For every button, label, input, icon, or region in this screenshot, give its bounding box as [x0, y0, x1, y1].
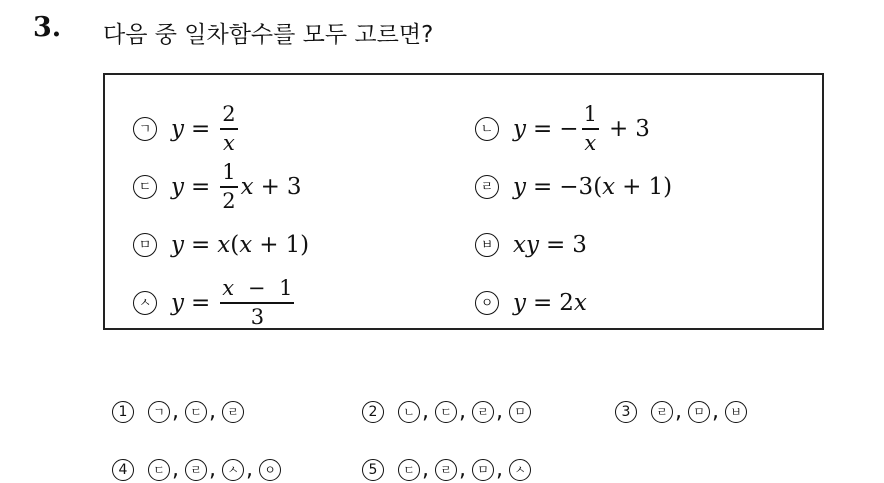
answer-choice-4[interactable]: 4 ㄷ , ㄹ , ㅅ , ㅇ: [112, 457, 281, 482]
answer-choice-2[interactable]: 2 ㄴ , ㄷ , ㄹ , ㅁ: [362, 399, 531, 424]
var-x: x: [513, 232, 526, 258]
denominator: 2: [222, 188, 236, 213]
choice-number: 5: [362, 459, 384, 481]
option-mieum: [133, 216, 309, 274]
expression-digeut: [171, 162, 302, 212]
option-marker-siot: ㅅ: [133, 291, 157, 315]
choice-mark: ㄷ: [185, 401, 207, 423]
option-marker-bieup: ㅂ: [475, 233, 499, 257]
equals-sign: =: [191, 116, 211, 142]
choice-mark: ㄹ: [185, 459, 207, 481]
var-x: x: [217, 232, 231, 258]
constant: 3: [572, 232, 587, 258]
choice-mark: ㅁ: [688, 401, 710, 423]
equals-sign: =: [533, 174, 553, 200]
answer-choice-1[interactable]: 1 ㄱ , ㄷ , ㄹ: [112, 399, 244, 424]
choice-mark: ㅅ: [222, 459, 244, 481]
equals-sign: =: [545, 232, 566, 258]
var-y: y: [513, 174, 526, 200]
plus-sign: +: [259, 232, 279, 258]
var-y: y: [171, 290, 184, 316]
choice-number: 2: [362, 401, 384, 423]
expression-giyeok: [171, 104, 241, 154]
var-y: y: [525, 232, 539, 258]
choice-number: 3: [615, 401, 637, 423]
expression-mieum: [171, 232, 309, 258]
var-x: x: [239, 232, 253, 258]
constant: 1: [648, 174, 664, 200]
choice-mark: ㄴ: [398, 401, 420, 423]
numerator: 1: [583, 102, 597, 127]
expression-ieung: [513, 290, 587, 316]
question-number: 3.: [33, 12, 62, 43]
option-nieun: [475, 100, 650, 158]
fraction-bar: [220, 186, 237, 188]
plus-sign: +: [260, 174, 280, 200]
question-text: 다음 중 일차함수를 모두 고르면?: [103, 22, 434, 48]
coefficient: 2: [559, 290, 574, 316]
choice-mark: ㅇ: [259, 459, 281, 481]
right-paren: ): [300, 232, 310, 258]
option-giyeok: [133, 100, 241, 158]
choice-mark: ㄷ: [435, 401, 457, 423]
fraction: [582, 104, 599, 154]
var-x: x: [573, 290, 587, 316]
numerator: [220, 278, 294, 299]
answer-choice-3[interactable]: 3 ㄹ , ㅁ , ㅂ: [615, 399, 747, 424]
minus-sign: −: [559, 116, 579, 142]
choice-mark: ㄹ: [435, 459, 457, 481]
constant: 1: [279, 276, 293, 301]
option-marker-ieung: ㅇ: [475, 291, 499, 315]
var-y: y: [513, 116, 526, 142]
fraction: [220, 278, 294, 328]
choice-mark: ㅅ: [509, 459, 531, 481]
plus-sign: +: [622, 174, 642, 200]
option-siot: [133, 274, 297, 332]
choice-mark: ㄱ: [148, 401, 170, 423]
option-ieung: [475, 274, 587, 332]
var-y: y: [171, 232, 184, 258]
choice-mark: ㅁ: [472, 459, 494, 481]
constant: 3: [635, 116, 650, 142]
denominator: x: [584, 130, 597, 155]
equals-sign: =: [533, 116, 553, 142]
equals-sign: =: [533, 290, 553, 316]
left-paren: (: [230, 232, 240, 258]
var-y: y: [171, 116, 184, 142]
option-marker-digeut: ㄷ: [133, 175, 157, 199]
var-y: y: [513, 290, 526, 316]
choice-number: 1: [112, 401, 134, 423]
option-digeut: [133, 158, 302, 216]
choice-mark: ㄹ: [222, 401, 244, 423]
constant: 3: [286, 174, 302, 200]
choice-number: 4: [112, 459, 134, 481]
option-marker-giyeok: ㄱ: [133, 117, 157, 141]
var-x: x: [602, 174, 616, 200]
denominator: 3: [250, 304, 265, 329]
var-y: y: [171, 174, 184, 200]
fraction-bar: [220, 128, 237, 130]
choice-mark: ㄷ: [398, 459, 420, 481]
expression-rieul: [513, 174, 672, 200]
var-x: x: [240, 174, 254, 200]
var-x: x: [222, 276, 235, 301]
option-marker-mieum: ㅁ: [133, 233, 157, 257]
numerator: 1: [222, 160, 236, 185]
choice-mark: ㅁ: [509, 401, 531, 423]
answer-choice-5[interactable]: 5 ㄷ , ㄹ , ㅁ , ㅅ: [362, 457, 531, 482]
expression-bieup: [513, 232, 587, 258]
choice-mark: ㄷ: [148, 459, 170, 481]
expression-siot: [171, 278, 297, 328]
constant: 1: [285, 232, 301, 258]
denominator: x: [223, 130, 235, 155]
choice-mark: ㄹ: [651, 401, 673, 423]
minus-sign: −: [247, 276, 266, 301]
equals-sign: =: [191, 174, 211, 200]
fraction-bar: [582, 128, 599, 130]
left-paren: (: [593, 174, 603, 200]
numerator: 2: [222, 102, 236, 127]
equals-sign: =: [191, 232, 211, 258]
options-box: [103, 73, 824, 330]
fraction-bar: [220, 302, 294, 304]
choice-mark: ㄹ: [472, 401, 494, 423]
option-marker-nieun: ㄴ: [475, 117, 499, 141]
right-paren: ): [663, 174, 673, 200]
option-bieup: [475, 216, 587, 274]
fraction: [220, 104, 237, 154]
option-marker-rieul: ㄹ: [475, 175, 499, 199]
fraction: [220, 162, 237, 212]
expression-nieun: [513, 104, 650, 154]
choice-mark: ㅂ: [725, 401, 747, 423]
option-rieul: [475, 158, 672, 216]
plus-sign: +: [608, 116, 629, 142]
equals-sign: =: [191, 290, 211, 316]
coefficient: −3: [559, 174, 594, 200]
